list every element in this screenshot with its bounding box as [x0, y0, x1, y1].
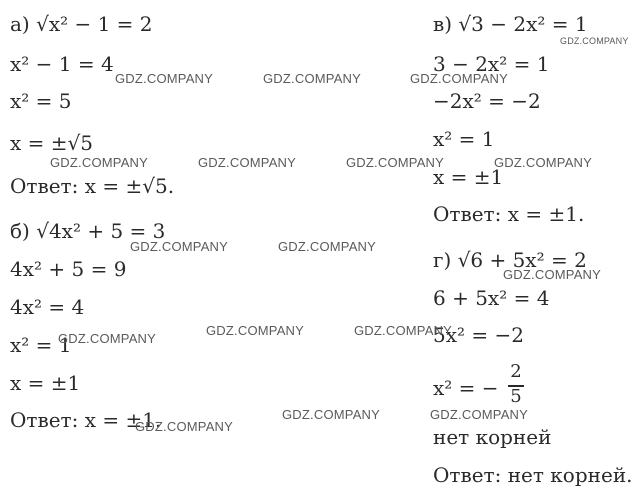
watermark: GDZ.COMPANY — [115, 71, 214, 86]
line-b-5: x = ±1 — [10, 371, 81, 395]
line-a-3: x² = 5 — [10, 89, 72, 113]
watermark: GDZ.COMPANY — [58, 331, 157, 346]
watermark: GDZ.COMPANY — [278, 239, 377, 254]
watermark: GDZ.COMPANY — [263, 71, 362, 86]
line-a-1: а) √x² − 1 = 2 — [10, 12, 153, 36]
line-v-5: x = ±1 — [433, 165, 504, 189]
watermark: GDZ.COMPANY — [346, 155, 445, 170]
line-v-2: 3 − 2x² = 1 — [433, 52, 550, 76]
fraction-numerator: 2 — [510, 361, 522, 382]
fraction-denominator: 5 — [510, 386, 522, 407]
line-b-4: x² = 1 — [10, 333, 72, 357]
answer-a: Ответ: x = ±√5. — [10, 174, 175, 198]
watermark: GDZ.COMPANY — [410, 71, 509, 86]
watermark: GDZ.COMPANY — [503, 267, 602, 282]
watermark: GDZ.COMPANY — [50, 155, 149, 170]
line-b-2: 4x² + 5 = 9 — [10, 257, 127, 281]
line-g-1: г) √6 + 5x² = 2 — [433, 248, 587, 272]
line-a-4: x = ±√5 — [10, 131, 93, 155]
watermark: GDZ.COMPANY — [206, 323, 305, 338]
line-v-3: −2x² = −2 — [433, 89, 541, 113]
line-b-1: б) √4x² + 5 = 3 — [10, 219, 166, 243]
line-v-1: в) √3 − 2x² = 1 — [433, 12, 588, 36]
answer-v: Ответ: x = ±1. — [433, 202, 585, 226]
line-g-5: нет корней — [433, 425, 552, 449]
line-a-2: x² − 1 = 4 — [10, 52, 114, 76]
watermark: GDZ.COMPANY — [354, 323, 453, 338]
watermark: GDZ.COMPANY — [560, 36, 629, 46]
line-v-4: x² = 1 — [433, 127, 495, 151]
line-g-3: 5x² = −2 — [433, 323, 524, 347]
watermark: GDZ.COMPANY — [130, 239, 229, 254]
watermark: GDZ.COMPANY — [135, 419, 234, 434]
watermark: GDZ.COMPANY — [198, 155, 297, 170]
watermark: GDZ.COMPANY — [430, 407, 529, 422]
watermark: GDZ.COMPANY — [494, 155, 593, 170]
line-b-3: 4x² = 4 — [10, 295, 85, 319]
answer-g: Ответ: нет корней. — [433, 463, 633, 487]
watermark: GDZ.COMPANY — [282, 407, 381, 422]
answer-b: Ответ: x = ±1. — [10, 408, 162, 432]
line-g-2: 6 + 5x² = 4 — [433, 286, 550, 310]
line-g-4: x² = − — [433, 376, 499, 400]
